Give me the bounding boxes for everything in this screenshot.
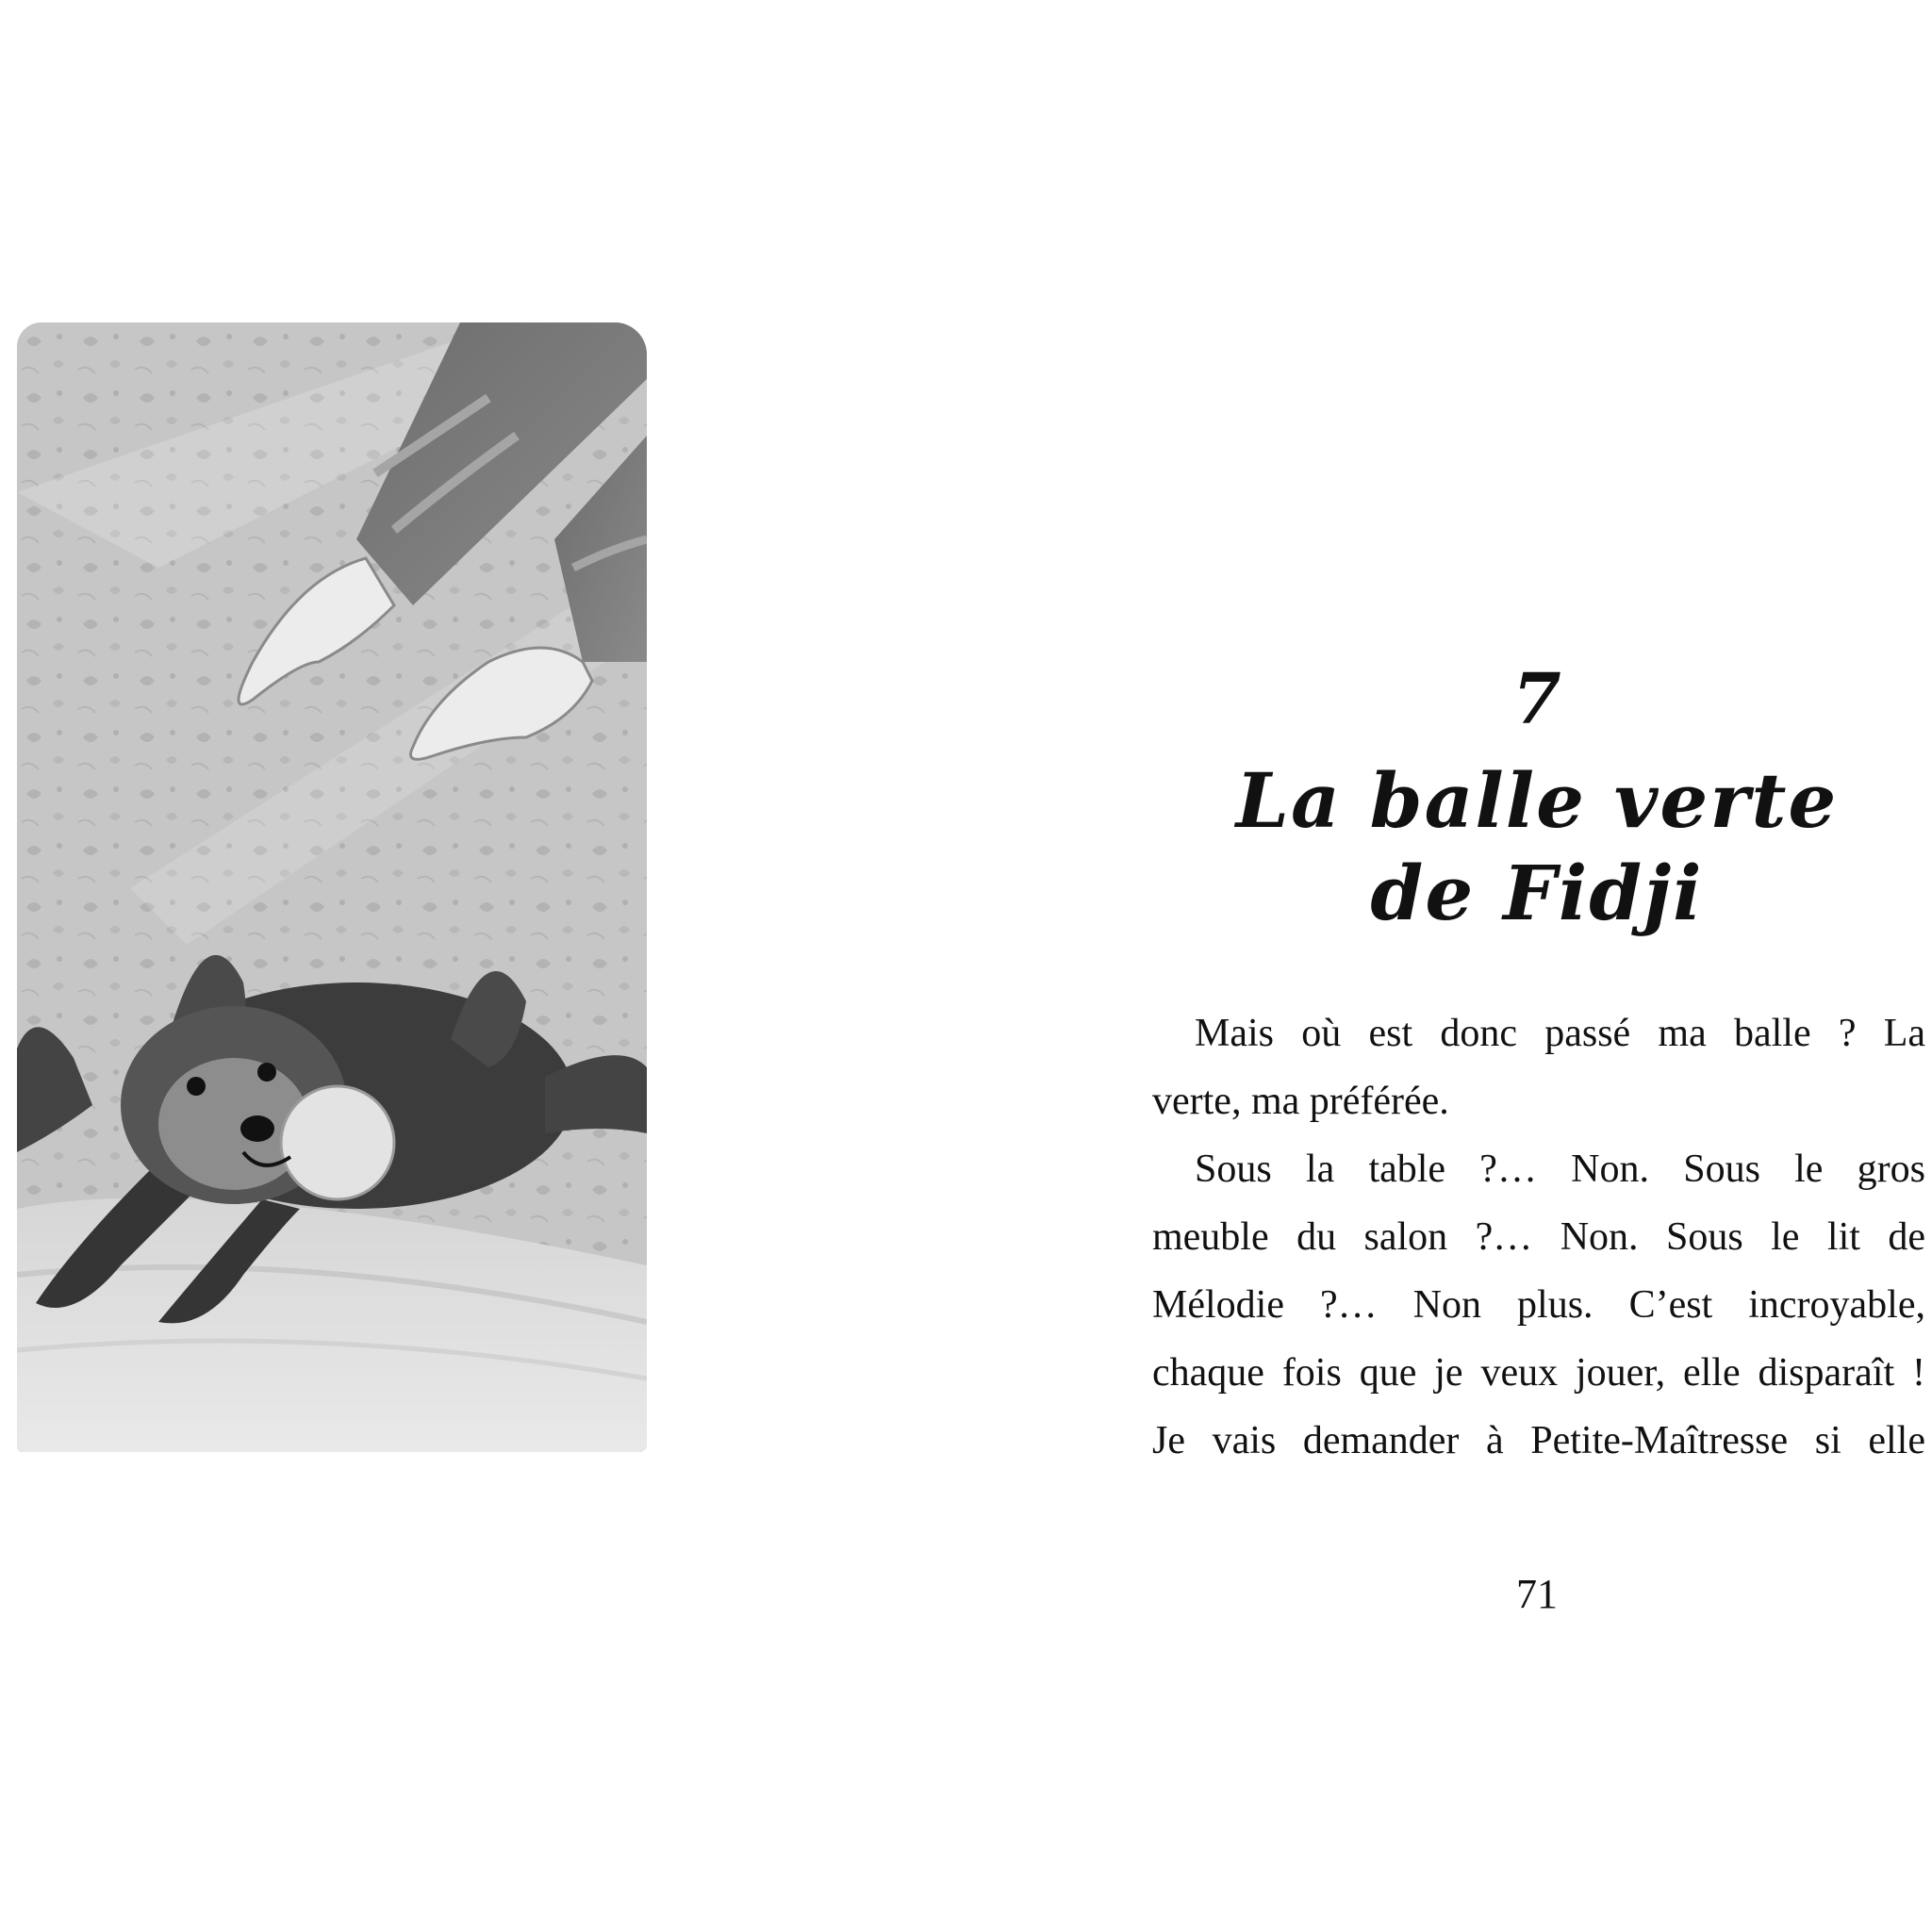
page-number: 71 [1516,1571,1558,1617]
chapter-title-line: La balle verte [1235,756,1839,845]
text-line: verte, ma préférée. [1152,1080,1449,1123]
text-line: meuble du salon ?… Non. Sous le lit de [1152,1215,1925,1259]
chapter-body-text [1152,999,1925,1475]
chapter-number: 7 [1512,659,1561,740]
chapter-title-line: de Fidji [1370,849,1704,937]
chapter-title [1188,754,1886,939]
text-line: Mélodie ?… Non plus. C’est incroyable, [1152,1283,1925,1327]
text-line: Mais où est donc passé ma balle ? La [1195,1012,1925,1055]
illustration-dog-playing [17,322,647,1452]
text-line: chaque fois que je veux jouer, elle disparaît ! [1152,1351,1925,1395]
text-line: Sous la table ?… Non. Sous le gros [1195,1148,1925,1191]
text-line: Je vais demander à Petite-Maîtresse si elle [1152,1419,1925,1462]
dog-with-ball-icon [17,322,647,1452]
